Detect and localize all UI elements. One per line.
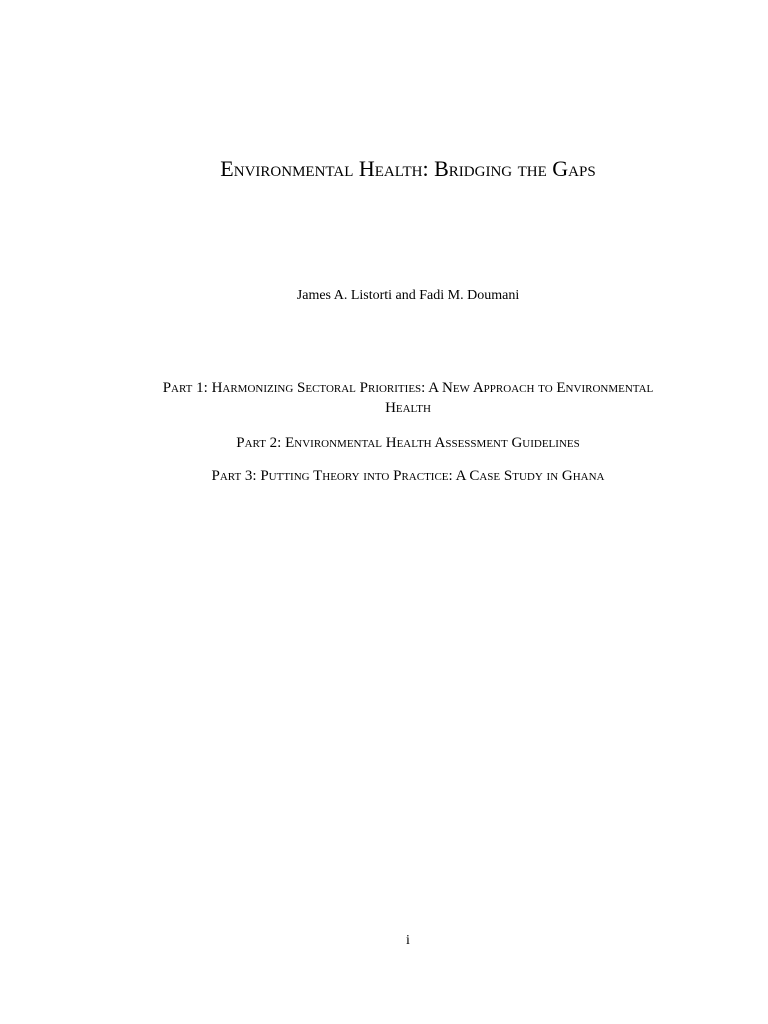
document-title: Environmental Health: Bridging the Gaps — [220, 156, 596, 181]
part-3-title: Part 3: Putting Theory into Practice: A Case Study in Ghana — [211, 468, 605, 484]
page-number: i — [406, 933, 410, 948]
part-1-title: Part 1: Harmonizing Sectoral Priorities: A New Approach to Environmental Health — [162, 380, 654, 416]
parts-list — [150, 378, 666, 501]
document-authors: James A. Listorti and Fadi M. Doumani — [296, 288, 520, 303]
part-2-title: Part 2: Environmental Health Assessment Guidelines — [236, 435, 580, 451]
